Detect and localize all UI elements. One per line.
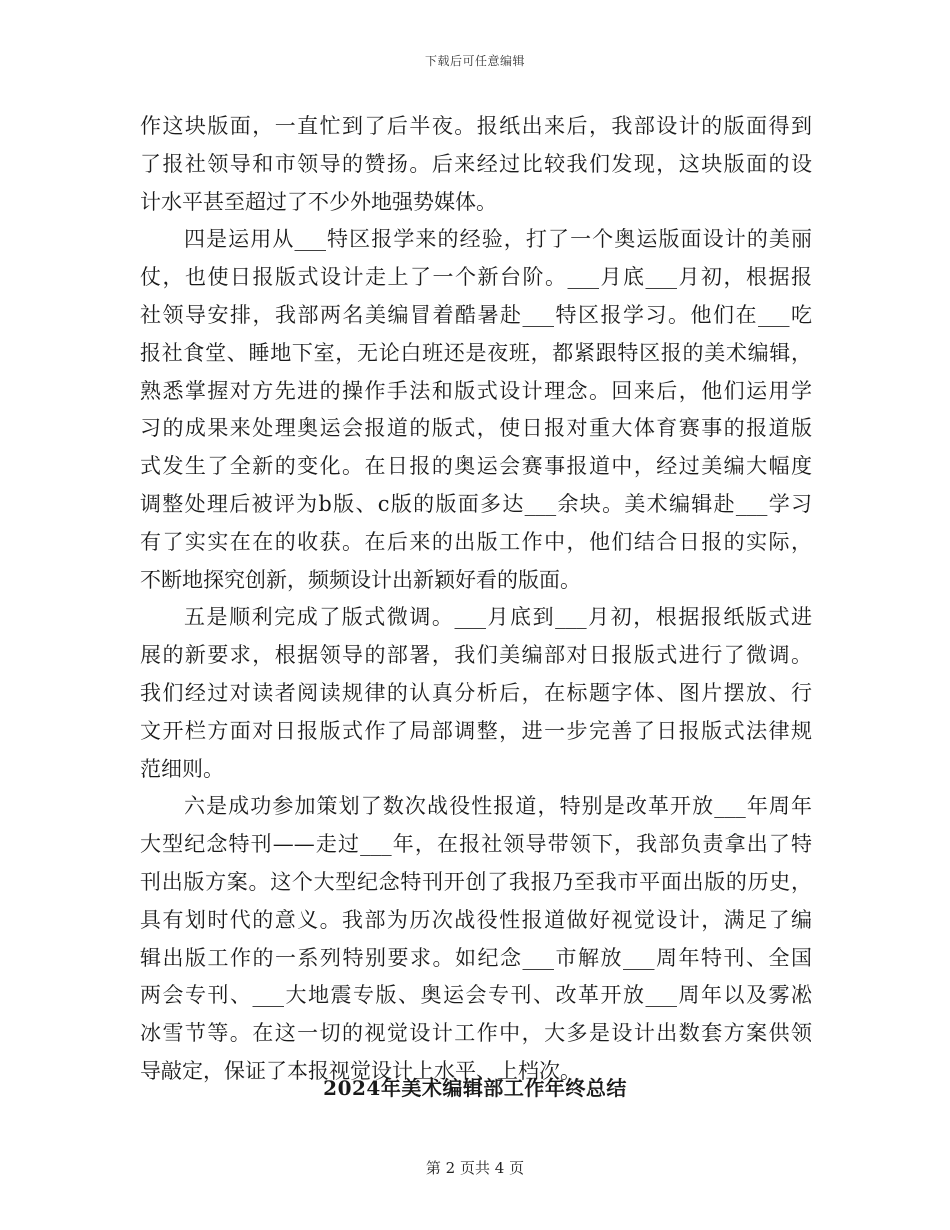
text-line: 范细则。 xyxy=(140,756,224,781)
text-line: 计水平甚至超过了不少外地强势媒体。 xyxy=(140,189,497,214)
text-line: 具有划时代的意义。我部为历次战役性报道做好视觉设计，满足了编 xyxy=(140,907,812,932)
text-line: 了报社领导和市领导的赞扬。后来经过比较我们发现，这块版面的设 xyxy=(140,151,812,176)
paragraph xyxy=(140,108,812,221)
text-line: 文开栏方面对日报版式作了局部调整，进一步完善了日报版式法律规 xyxy=(140,718,812,743)
text-line: 两会专刊、___大地震专版、奥运会专刊、改革开放___周年以及雾凇 xyxy=(140,983,812,1008)
page-header: 下载后可任意编辑 xyxy=(424,54,525,68)
paragraph xyxy=(140,221,812,599)
text-line: 刊出版方案。这个大型纪念特刊开创了我报乃至我市平面出版的历史， xyxy=(140,869,812,894)
text-line: 报社食堂、睡地下室，无论白班还是夜班，都紧跟特区报的美术编辑， xyxy=(140,340,812,365)
text-line: 作这块版面，一直忙到了后半夜。报纸出来后，我部设计的版面得到 xyxy=(140,114,812,138)
text-line: 大型纪念特刊——走过___年，在报社领导带领下，我部负责拿出了特 xyxy=(140,832,812,857)
text-line: 仗，也使日报版式设计走上了一个新台阶。___月底___月初，根据报 xyxy=(140,265,812,290)
text-line: 四是运用从___特区报学来的经验，打了一个奥运版面设计的美丽 xyxy=(184,227,812,252)
text-line: 我们经过对读者阅读规律的认真分析后，在标题字体、图片摆放、行 xyxy=(140,680,812,705)
paragraph xyxy=(140,788,812,1090)
text-line: 有了实实在在的收获。在后来的出版工作中，他们结合日报的实际， xyxy=(140,529,812,554)
paragraph xyxy=(140,599,812,788)
text-line: 调整处理后被评为b版、c版的版面多达___余块。美术编辑赴___学习 xyxy=(140,491,812,516)
text-line: 冰雪节等。在这一切的视觉设计工作中，大多是设计出数套方案供领 xyxy=(140,1021,812,1046)
text-line: 熟悉掌握对方先进的操作手法和版式设计理念。回来后，他们运用学 xyxy=(140,378,812,403)
text-line: 不断地探究创新，频频设计出新颖好看的版面。 xyxy=(140,567,581,592)
text-line: 社领导安排，我部两名美编冒着酷暑赴___特区报学习。他们在___吃 xyxy=(140,302,812,327)
text-line: 习的成果来处理奥运会报道的版式，使日报对重大体育赛事的报道版 xyxy=(140,416,812,441)
text-line: 展的新要求，根据领导的部署，我们美编部对日报版式进行了微调。 xyxy=(140,643,812,668)
text-line: 辑出版工作的一系列特别要求。如纪念___市解放___周年特刊、全国 xyxy=(140,945,812,970)
text-line: 六是成功参加策划了数次战役性报道，特别是改革开放___年周年 xyxy=(184,794,812,819)
page-footer: 第 2 页共 4 页 xyxy=(425,1159,525,1177)
text-line: 五是顺利完成了版式微调。___月底到___月初，根据报纸版式进 xyxy=(184,605,812,630)
section-title: 2024年美术编辑部工作年终总结 xyxy=(323,1076,627,1100)
body-text xyxy=(140,108,812,1091)
text-line: 式发生了全新的变化。在日报的奥运会赛事报道中，经过美编大幅度 xyxy=(140,454,812,479)
text-line: 导敲定，保证了本报视觉设计上水平、上档次。 xyxy=(140,1058,581,1083)
